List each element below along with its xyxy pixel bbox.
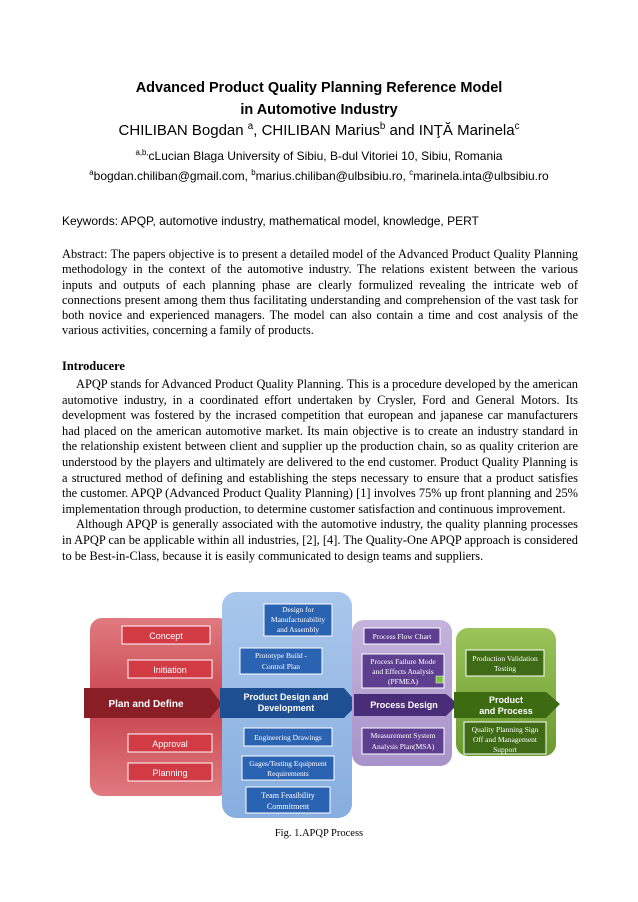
email-2-sup: b: [251, 168, 256, 177]
prototype-build-line-1: Prototype Build -: [254, 651, 308, 660]
author-1: CHILIBAN Bogdan: [118, 122, 244, 139]
engineering-drawings-label: Engineering Drawings: [254, 733, 322, 742]
team-feasibility-line-2: Commitment: [266, 802, 310, 811]
planning-label: Planning: [152, 768, 188, 778]
paper-title: [0, 77, 638, 121]
author-1-sup: a: [247, 121, 254, 132]
figure-caption: Fig. 1.APQP Process: [274, 828, 364, 839]
apqp-process-figure: [70, 588, 570, 828]
quality-signoff-line-3: Support: [493, 745, 517, 754]
title-line-2: in Automotive Industry: [240, 102, 398, 118]
pfmea-line-2: and Effects Analysis: [372, 667, 434, 676]
prototype-build-line-2: Control Plan: [261, 662, 301, 671]
author-sep-1: ,: [253, 122, 262, 139]
initiation-label: Initiation: [153, 665, 187, 675]
apqp-diagram: [70, 588, 570, 828]
author-list: [0, 121, 638, 141]
pfmea-line-3: (PFMEA): [387, 677, 419, 686]
quality-signoff-line-1: Quality Planning Sign: [471, 725, 539, 734]
phase1-main-label: Plan and Define: [108, 699, 184, 710]
design-manufacturability-line-2: Manufacturability: [270, 615, 326, 624]
author-3: INŢĂ Marinela: [418, 122, 515, 139]
production-validation-line-1: Production Validation: [472, 654, 538, 663]
production-validation-line-2: Testing: [494, 664, 516, 673]
paragraph-1: APQP stands for Advanced Product Quality Planning. This is a procedure developed by the american automotive industry, in a coordinated effort undertaken by Crysler, Ford and General Motors. Its development was fostered by the incrased competition that european and japanese car manufacturers had placed on the american automotive market. Its main objective is to create an industry standard in the relationship existent between client and supplier up the production chain, so as quality criterion are understood by the players and ultimately are delivered to the end customer. Product Quality Planning is a structured method of defining and establishing the steps necessary to ensure that a product satisfies the customer. APQP (Advanced Product Quality Planning) [1] involves 75% up front planning and 25% implementation through production, to determine customer satisfaction and continuous improvement.: [62, 377, 578, 516]
email-3-sup: c: [409, 168, 414, 177]
author-2: CHILIBAN Marius: [261, 122, 380, 139]
phase2-main-line-2: Development: [257, 703, 315, 713]
quality-signoff-line-2: Off and Management: [472, 735, 538, 744]
concept-label: Concept: [149, 631, 183, 641]
section-heading: Introducere: [62, 359, 125, 373]
author-3-sup: c: [514, 121, 520, 132]
email-1: bogdan.chiliban@gmail.com,: [93, 169, 252, 183]
phase4-main-line-2: and Process: [479, 706, 533, 716]
keywords: Keywords: APQP, automotive industry, mathematical model, knowledge, PERT: [62, 214, 479, 228]
pfmea-line-1: Process Failure Mode: [370, 657, 436, 666]
phase3-main-label: Process Design: [370, 700, 438, 710]
process-flow-chart-label: Process Flow Chart: [372, 632, 432, 641]
msa-line-1: Measurement System: [370, 731, 436, 740]
pfmea-marker-icon: [436, 676, 443, 683]
design-manufacturability-line-1: Design for: [282, 605, 314, 614]
msa-line-2: Analysis Plan(MSA): [371, 742, 435, 751]
author-emails: [0, 168, 638, 184]
paragraph-2: Although APQP is generally associated with the automotive industry, the quality planning processes in APQP can be applicable within all industries, [2], [4]. The Quality-One APQP approach is considered to be Best-in-Class, because it is easily communicated to design teams and suppliers.: [62, 517, 578, 563]
abstract: Abstract: The papers objective is to present a detailed model of the Advanced Product Quality Planning methodology in the context of the automotive industry. The relations existent between the various inputs and outputs of each planning phase are clearly formulized revealing the intricate web of connections present among them thus facilitating understanding and comprehension of the vast task for both novice and experienced managers. The model can also contain a time and cost analysis of the various activities, concerning a family of products.: [62, 247, 578, 338]
affiliation: [0, 148, 638, 164]
email-1-sup: a: [89, 168, 94, 177]
affiliation-sup: a,b,: [135, 148, 149, 157]
affiliation-text: cLucian Blaga University of Sibiu, B-dul Vitoriei 10, Sibiu, Romania: [148, 149, 503, 163]
email-2: marius.chiliban@ulbsibiu.ro,: [255, 169, 410, 183]
author-2-sup: b: [379, 121, 386, 132]
phase2-main-line-1: Product Design and: [243, 692, 329, 702]
approval-label: Approval: [152, 739, 188, 749]
title-line-1: Advanced Product Quality Planning Reference Model: [135, 80, 503, 96]
email-3: marinela.inta@ulbsibiu.ro: [413, 169, 549, 183]
team-feasibility-line-1: Team Feasibility: [261, 791, 315, 800]
body-text: [62, 377, 578, 564]
design-manufacturability-line-3: and Assembly: [276, 625, 320, 634]
author-sep-2: and: [385, 122, 419, 139]
gages-testing-line-1: Gages/Testing Equipment: [249, 759, 327, 768]
gages-testing-line-2: Requirements: [267, 769, 309, 778]
phase4-main-line-1: Product: [488, 695, 524, 705]
